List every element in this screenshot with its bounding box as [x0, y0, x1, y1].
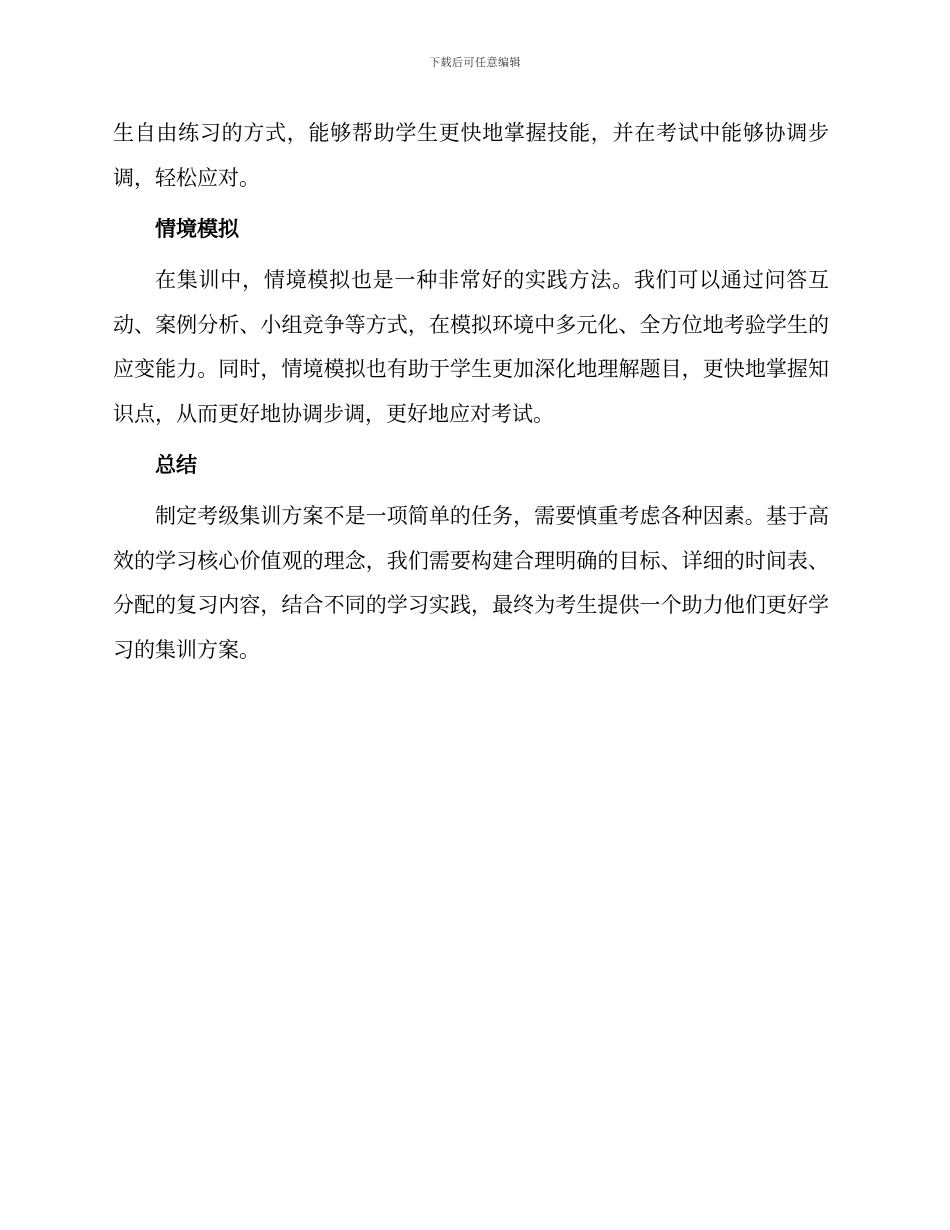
situation-simulation-paragraph: 在集训中，情境模拟也是一种非常好的实践方法。我们可以通过问答互动、案例分析、小组竞争等方式，在模拟环境中多元化、全方位地考验学生的应变能力。同时，情境模拟也有助于学生更加深化地理解题目，更快地掌握知识点，从而更好地协调步调，更好地应对考试。 — [113, 268, 829, 426]
situation-simulation-heading: 情境模拟 — [155, 217, 239, 241]
summary-paragraph: 制定考级集训方案不是一项简单的任务，需要慎重考虑各种因素。基于高效的学习核心价值观的理念，我们需要构建合理明确的目标、详细的时间表、分配的复习内容，结合不同的学习实践，最终为考生提供一个助力他们更好学习的集训方案。 — [113, 504, 829, 662]
page-header: 下载后可任意编辑 — [429, 56, 521, 69]
document-body — [113, 111, 829, 672]
summary-heading: 总结 — [155, 453, 197, 477]
continuation-paragraph: 生自由练习的方式，能够帮助学生更快地掌握技能，并在考试中能够协调步调，轻松应对。 — [113, 121, 829, 190]
